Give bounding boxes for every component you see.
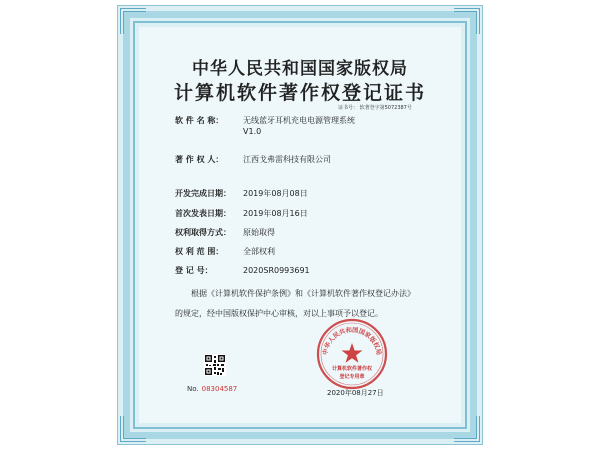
- statement-line: 根据《计算机软件保护条例》和《计算机软件著作权登记办法》: [191, 289, 415, 298]
- corner-ornament-icon: [454, 8, 480, 34]
- field-publication-date: [175, 208, 308, 219]
- field-label: 权 利 范 围：: [175, 247, 224, 256]
- field-rights-scope: [175, 246, 275, 257]
- certificate-number: 证书号： 软著登字第5072387号: [338, 105, 412, 111]
- field-software-name: [175, 115, 355, 136]
- field-label: 首次发表日期：: [175, 209, 231, 218]
- serial-number: [187, 385, 237, 393]
- field-label: 软 件 名 称：: [175, 116, 224, 125]
- field-value: 全部权利: [243, 247, 275, 256]
- serial-value: 08304587: [201, 385, 238, 393]
- corner-ornament-icon: [454, 416, 480, 442]
- issue-date: 2020年08月27日: [327, 389, 384, 397]
- seal-line-1: 计算机软件著作权: [331, 366, 372, 372]
- field-value: 江西戈弗雷科技有限公司: [243, 155, 331, 164]
- field-version: V1.0: [243, 127, 262, 136]
- corner-ornament-icon: [120, 8, 146, 34]
- qr-code-icon: [204, 354, 226, 376]
- statement-line: 的规定，经中国版权保护中心审核，对以上事项予以登记。: [175, 309, 383, 318]
- field-label: 开发完成日期：: [175, 189, 231, 198]
- field-value: 原始取得: [243, 228, 275, 237]
- field-copyright-owner: [175, 154, 331, 165]
- seal-line-2: 登记专用章: [339, 374, 365, 380]
- field-label: 权利取得方式：: [175, 228, 231, 237]
- field-label: 登 记 号：: [175, 266, 213, 275]
- corner-ornament-icon: [120, 416, 146, 442]
- field-value: 2020SR0993691: [243, 266, 310, 275]
- field-value: 2019年08月16日: [243, 209, 308, 218]
- seal-ring-text: 中华人民共和国国家版权局: [321, 326, 383, 356]
- field-value: 2019年08月08日: [243, 189, 308, 198]
- field-value: 无线蓝牙耳机充电电源管理系统: [243, 116, 355, 125]
- field-completion-date: [175, 188, 308, 199]
- serial-prefix: No.: [187, 385, 199, 393]
- certificate-title: 计算机软件著作权登记证书: [173, 82, 426, 104]
- field-registration-number: [175, 265, 310, 276]
- field-label: 著 作 权 人：: [175, 155, 224, 164]
- field-acquisition-method: [175, 227, 275, 238]
- issuing-authority-title: 中华人民共和国国家版权局: [192, 59, 408, 79]
